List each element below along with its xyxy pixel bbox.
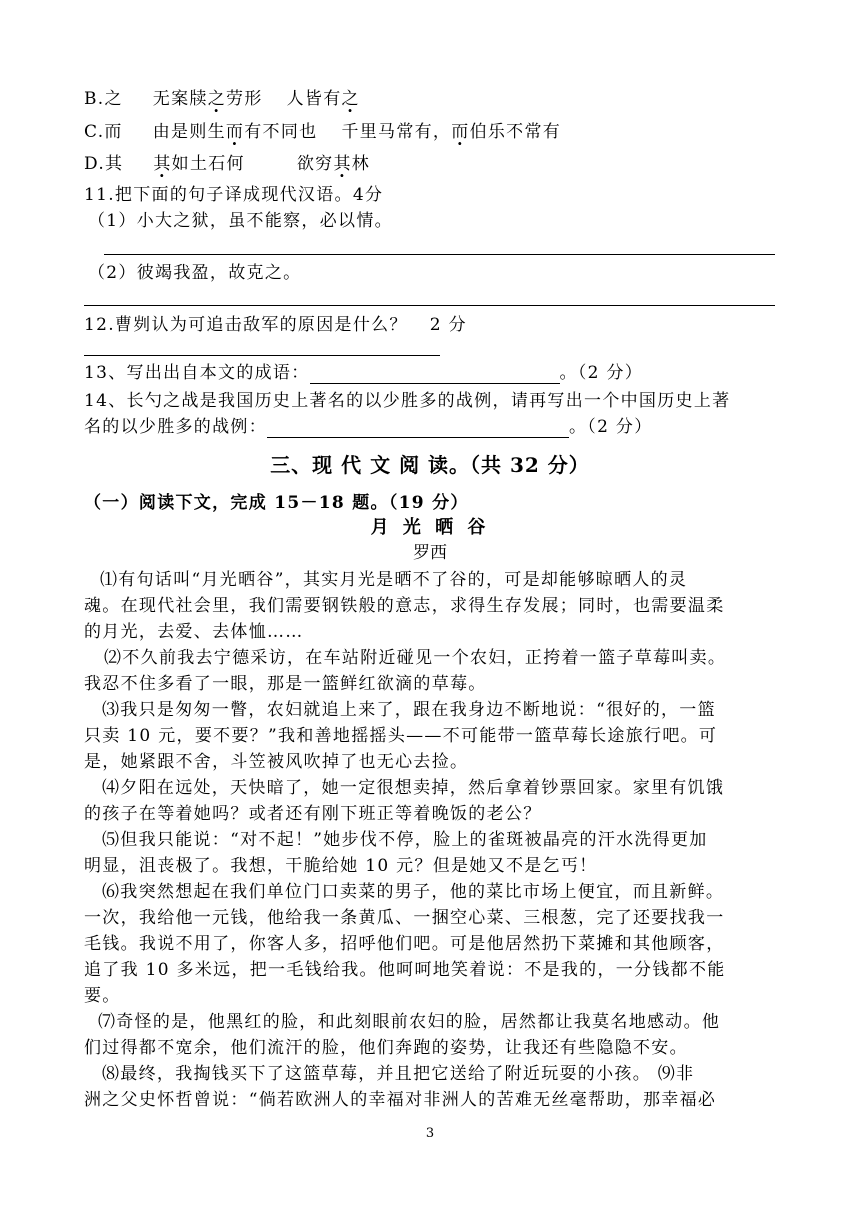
option-c: C.而 由是则生而有不同也 千里马常有，而伯乐不常有: [84, 122, 562, 142]
answer-line[interactable]: [104, 254, 775, 255]
article-title: 月 光 晒 谷: [370, 517, 490, 538]
section-3-title: 三、现 代 文 阅 读。（共 32 分）: [270, 453, 590, 477]
article-line: 要。: [84, 986, 121, 1006]
article-author: 罗西: [413, 543, 447, 563]
part-1-heading: （一）阅读下文，完成 15－18 题。（19 分）: [84, 493, 469, 513]
question-12-score: 2 分: [429, 315, 467, 335]
option-b: B.之 无案牍之劳形 人皆有之: [84, 89, 360, 109]
answer-blank[interactable]: [267, 419, 569, 438]
article-line: ⑸但我只能说：“对不起！”她步伐不停，脸上的雀斑被晶亮的汗水洗得更加: [102, 830, 708, 850]
dotted-char: 其: [333, 154, 352, 174]
article-line: 我忍不住多看了一眼，那是一篮鲜红欲滴的草莓。: [84, 674, 487, 694]
dotted-char: 之: [341, 89, 360, 109]
question-11-stem: 11.把下面的句子译成现代汉语。4分: [84, 185, 384, 205]
article-line: 追了我 10 多米远，把一毛钱给我。他呵呵地笑着说：不是我的，一分钱都不能: [84, 960, 726, 980]
dotted-char: 而: [451, 122, 470, 142]
article-line: ⑴有句话叫“月光晒谷”，其实月光是晒不了谷的，可是却能够晾晒人的灵: [100, 570, 688, 590]
answer-blank[interactable]: [310, 365, 560, 384]
article-line: 洲之父史怀哲曾说：“倘若欧洲人的幸福对非洲人的苦难无丝毫帮助，那幸福必: [84, 1090, 717, 1110]
question-13-end: 。（2 分）: [559, 363, 644, 383]
article-line: ⑺奇怪的是，他黑红的脸，和此刻眼前农妇的脸，居然都让我莫名地感动。他: [98, 1012, 721, 1032]
article-line: ⑵不久前我去宁德采访，在车站附近碰见一个农妇，正挎着一篮子草莓叫卖。: [104, 648, 727, 668]
article-line: ⑷夕阳在远处，天快暗了，她一定很想卖掉，然后拿着钞票回家。家里有饥饿: [102, 778, 725, 798]
question-11-sentence-1: （1）小大之狱，虽不能察，必以情。: [88, 211, 393, 231]
dotted-char: 之: [207, 89, 227, 109]
option-b-prefix: B.之: [84, 89, 123, 109]
question-13: [84, 362, 643, 384]
answer-line[interactable]: [84, 355, 440, 356]
question-13-stem: 13、写出出自本文的成语：: [84, 363, 310, 383]
question-14-line-2: 名的以少胜多的战例： 。（2 分）: [84, 417, 653, 437]
article-line: 一次，我给他一元钱，他给我一条黄瓜、一捆空心菜、三根葱，完了还要找我一: [84, 908, 725, 928]
article-line: 们过得都不宽余，他们流汗的脸，他们奔跑的姿势，让我还有些隐隐不安。: [84, 1038, 688, 1058]
option-d-prefix: D.其: [84, 154, 124, 174]
question-12: [84, 314, 467, 336]
question-14-line-1: 14、长勺之战是我国历史上著名的以少胜多的战例，请再写出一个中国历史上著: [84, 391, 731, 411]
answer-line[interactable]: [84, 305, 775, 306]
question-12-stem: 12.曹刿认为可追击敌军的原因是什么？: [84, 315, 408, 335]
article-line: 的月光，去爱、去体恤……: [84, 622, 304, 642]
article-line: ⑹我突然想起在我们单位门口卖菜的男子，他的菜比市场上便宜，而且新鲜。: [102, 882, 725, 902]
option-d: D.其 其如土石何 欲穷其林: [84, 154, 371, 174]
dotted-char: 而: [225, 122, 245, 142]
question-11-sentence-2: （2）彼竭我盈，故克之。: [88, 263, 302, 283]
option-c-prefix: C.而: [84, 122, 123, 142]
page-number: 3: [425, 1126, 435, 1141]
article-line: 的孩子在等着她吗？或者还有刚下班正等着晚饭的老公？: [84, 804, 542, 824]
article-line: 只卖 10 元，要不要？”我和善地摇摇头——不可能带一篮草莓长途旅行吧。可: [84, 726, 718, 746]
article-line: ⑻最终，我掏钱买下了这篮草莓，并且把它送给了附近玩耍的小孩。 ⑼非: [102, 1064, 695, 1084]
article-line: 是，她紧跟不舍，斗笠被风吹掉了也无心去捡。: [84, 752, 469, 772]
article-line: 明显，沮丧极了。我想，干脆给她 10 元？但是她又不是乞丐！: [84, 856, 598, 876]
article-line: ⑶我只是匆匆一瞥，农妇就追上来了，跟在我身边不断地说：“很好的，一篮: [102, 700, 716, 720]
article-line: 魂。在现代社会里，我们需要钢铁般的意志，求得生存发展；同时，也需要温柔: [84, 596, 725, 616]
dotted-char: 其: [153, 154, 172, 174]
article-line: 毛钱。我说不用了，你客人多，招呼他们吧。可是他居然扔下菜摊和其他顾客，: [84, 934, 725, 954]
